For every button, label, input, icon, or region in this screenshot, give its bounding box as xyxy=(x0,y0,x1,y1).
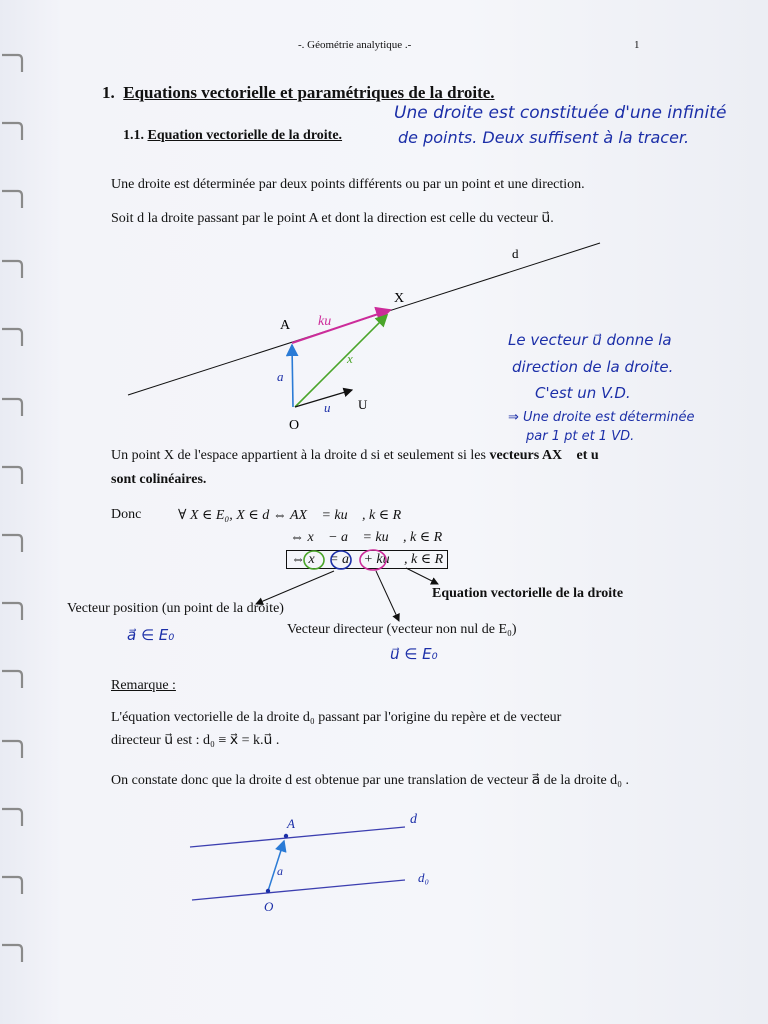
equation-3: ⇔ x⃗ = a⃗ + ku⃗ , k ∈ R xyxy=(286,550,448,569)
line-d0 xyxy=(192,880,405,900)
subsection-title-text: Equation vectorielle de la droite. xyxy=(147,128,343,143)
paragraph-1: Une droite est déterminée par deux points différents ou par un point et une direction. xyxy=(111,177,585,192)
handwritten-note-2-line-5: par 1 pt et 1 VD. xyxy=(526,429,635,444)
arrow-to-vect-directeur xyxy=(376,571,399,621)
section-title-text: Equations vectorielle et paramétriques de la droite. xyxy=(123,83,495,102)
translation-diagram xyxy=(180,805,470,925)
remark-line-1: L'équation vectorielle de la droite d₀ passant par l'origine du repère et de vecteur xyxy=(111,710,562,725)
handwritten-u-in-E0: u⃗ ∈ E₀ xyxy=(390,645,438,663)
label-ku: ku⃗ xyxy=(318,314,343,329)
circle-x xyxy=(304,551,324,569)
fig2-label-d: d xyxy=(410,812,417,827)
remark-title: Remarque : xyxy=(111,678,176,693)
paragraph-3-text: Un point X de l'espace appartient à la droite d si et seulement si les xyxy=(111,448,490,463)
label-x: x⃗ xyxy=(347,351,363,366)
equation-2: ⇔ x⃗ − a⃗ = ku⃗ , k ∈ R xyxy=(290,530,443,545)
handwritten-note-2-line-4: ⇒ Une droite est déterminée xyxy=(508,410,695,425)
arrow-to-eq-vect xyxy=(406,568,438,584)
handwritten-note-2-line-2: direction de la droite. xyxy=(512,358,674,376)
handwritten-a-in-E0: a⃗ ∈ E₀ xyxy=(127,626,175,644)
line-d-2 xyxy=(190,827,405,847)
label-vecteur-position: Vecteur position (un point de la droite) xyxy=(67,601,284,616)
point-O xyxy=(266,889,270,893)
remark-line-2: directeur u⃗ est : d₀ ≡ x⃗ = k.u⃗ . xyxy=(111,733,280,748)
subsection-number: 1.1. xyxy=(123,128,144,143)
label-O: O xyxy=(289,418,300,433)
paragraph-2: Soit d la droite passant par le point A et dont la direction est celle du vecteur u⃗. xyxy=(111,211,554,226)
label-U: U xyxy=(358,397,368,412)
label-a: a⃗ xyxy=(277,369,294,384)
fig2-label-d0: d₀ xyxy=(418,870,430,885)
paragraph-3-bold: vecteurs AX⃗ et u⃗ xyxy=(489,448,610,463)
handwritten-note-2-line-3: C'est un V.D. xyxy=(535,384,631,402)
handwritten-note-1-line-1: Une droite est constituée d'une infinité xyxy=(394,103,727,123)
donc-label: Donc xyxy=(111,507,142,522)
label-u: u⃗ xyxy=(324,400,341,415)
label-X: X xyxy=(394,291,405,306)
fig2-label-a: a⃗ xyxy=(277,864,293,878)
handwritten-note-2-line-1: Le vecteur u⃗ donne la xyxy=(508,331,672,349)
label-A: A xyxy=(280,318,291,333)
point-A xyxy=(284,834,288,838)
paragraph-3-line-2: sont colinéaires. xyxy=(111,472,207,487)
handwritten-note-1-line-2: de points. Deux suffisent à la tracer. xyxy=(398,128,690,147)
fig2-label-O: O xyxy=(264,899,274,914)
circle-ku xyxy=(360,550,386,570)
label-d: d xyxy=(512,246,519,261)
page-number: 1 xyxy=(634,39,640,51)
page-header-title: -. Géométrie analytique .- xyxy=(298,39,412,51)
fig2-label-A: A xyxy=(287,816,295,831)
equation-1: ∀ X ∈ E₀, X ∈ d ⇔ AX⃗ = ku⃗ , k ∈ R xyxy=(178,508,402,523)
label-equation-vectorielle: Equation vectorielle de la droite xyxy=(432,586,624,601)
label-vecteur-directeur: Vecteur directeur (vecteur non nul de E₀) xyxy=(287,622,517,637)
remark-line-3: On constate donc que la droite d est obtenue par une translation de vecteur a⃗ de la droite d₀ . xyxy=(111,773,630,788)
circle-a xyxy=(331,551,351,569)
section-number: 1. xyxy=(102,83,115,102)
arrow-to-vect-position xyxy=(256,571,334,604)
